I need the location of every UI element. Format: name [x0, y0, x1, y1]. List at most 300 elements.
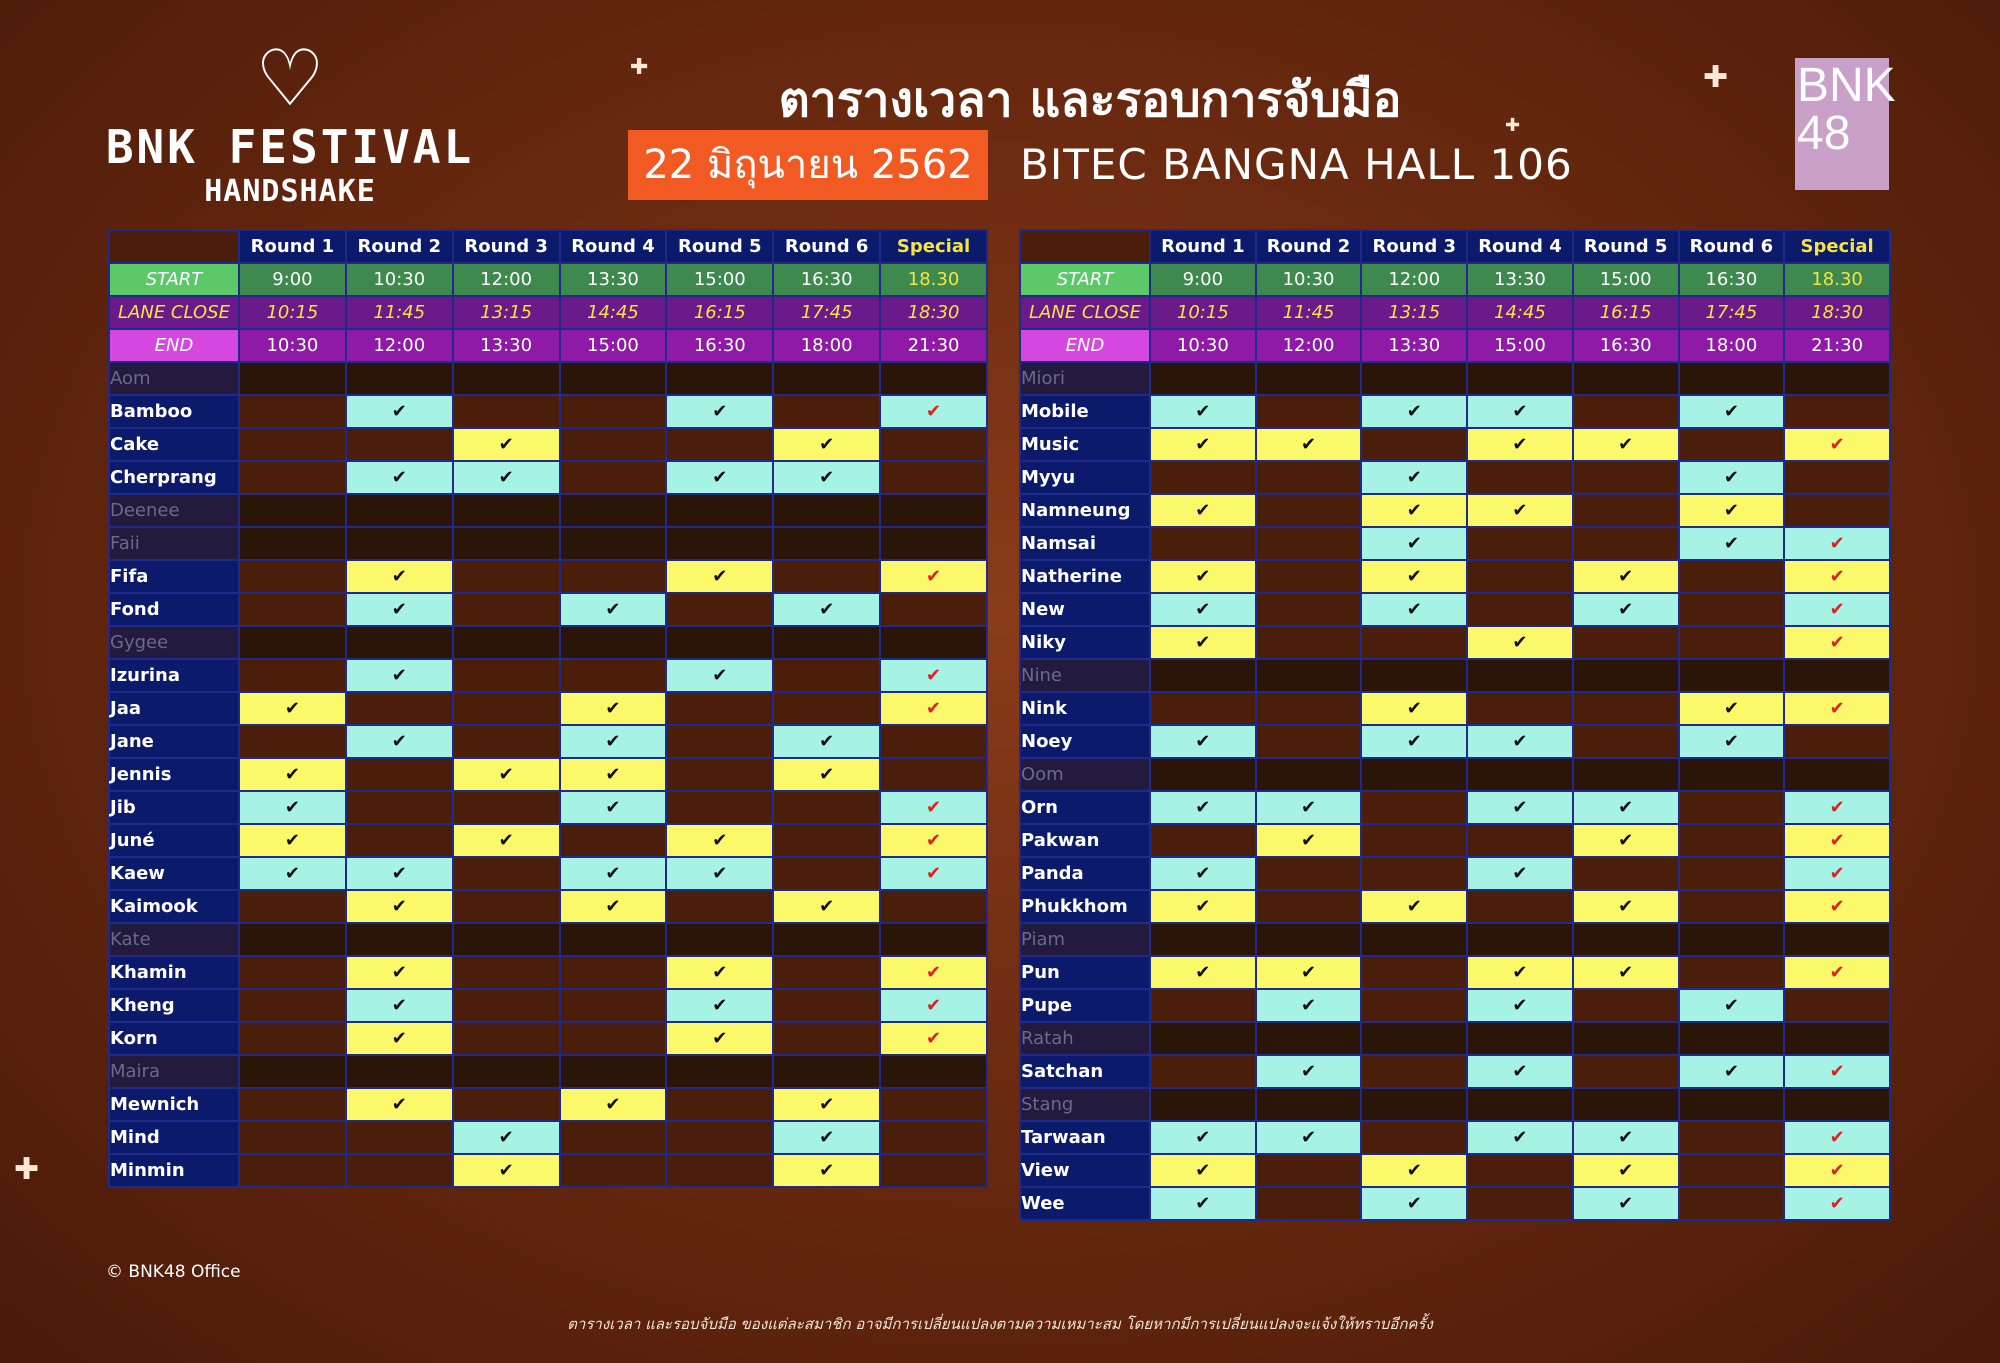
empty-slot — [347, 825, 452, 856]
check-icon: ✔ — [347, 1089, 452, 1120]
empty-slot — [881, 1089, 986, 1120]
member-name: Maira — [110, 1056, 238, 1087]
empty-slot — [1680, 1122, 1784, 1153]
empty-slot — [1574, 363, 1678, 394]
check-icon: ✔ — [774, 1089, 879, 1120]
empty-slot — [1574, 726, 1678, 757]
member-name: Cake — [110, 429, 238, 460]
empty-slot — [1785, 660, 1889, 691]
check-icon: ✔ — [561, 1089, 666, 1120]
empty-slot — [1468, 561, 1572, 592]
check-icon: ✔ — [454, 462, 559, 493]
member-row — [110, 759, 986, 790]
member-row — [110, 396, 986, 427]
member-row — [110, 1155, 986, 1186]
check-icon: ✔ — [561, 693, 666, 724]
time-cell: 10:30 — [1151, 330, 1255, 361]
empty-slot — [1785, 363, 1889, 394]
empty-slot — [240, 561, 345, 592]
member-row — [1021, 528, 1889, 559]
time-cell: 11:45 — [1257, 297, 1361, 328]
member-name: Mewnich — [110, 1089, 238, 1120]
empty-slot — [454, 1056, 559, 1087]
column-header: Special — [881, 231, 986, 262]
member-row — [1021, 726, 1889, 757]
check-icon: ✔ — [1785, 429, 1889, 460]
member-name: Phukkhom — [1021, 891, 1149, 922]
empty-slot — [667, 726, 772, 757]
check-icon: ✔ — [1151, 396, 1255, 427]
festival-logo-title: BNK FESTIVAL — [105, 120, 475, 174]
member-name: Jennis — [110, 759, 238, 790]
check-icon: ✔ — [1785, 825, 1889, 856]
empty-slot — [240, 528, 345, 559]
member-name: Nine — [1021, 660, 1149, 691]
empty-slot — [1680, 363, 1784, 394]
empty-slot — [1468, 1188, 1572, 1219]
member-row — [1021, 1089, 1889, 1120]
empty-slot — [774, 528, 879, 559]
member-name: Deenee — [110, 495, 238, 526]
empty-slot — [774, 1023, 879, 1054]
empty-slot — [347, 429, 452, 460]
member-row — [1021, 396, 1889, 427]
check-icon: ✔ — [1468, 858, 1572, 889]
column-header: Special — [1785, 231, 1889, 262]
empty-slot — [1785, 462, 1889, 493]
check-icon: ✔ — [774, 726, 879, 757]
empty-slot — [1257, 462, 1361, 493]
empty-slot — [561, 627, 666, 658]
empty-slot — [347, 792, 452, 823]
empty-slot — [561, 495, 666, 526]
check-icon: ✔ — [1362, 594, 1466, 625]
empty-slot — [881, 891, 986, 922]
column-header: Round 3 — [454, 231, 559, 262]
empty-slot — [1468, 462, 1572, 493]
check-icon: ✔ — [1151, 891, 1255, 922]
check-icon: ✔ — [1151, 726, 1255, 757]
time-cell: 16:30 — [1574, 330, 1678, 361]
member-row — [1021, 957, 1889, 988]
empty-slot — [1785, 495, 1889, 526]
time-cell: 21:30 — [1785, 330, 1889, 361]
check-icon: ✔ — [1468, 1056, 1572, 1087]
member-name: Juné — [110, 825, 238, 856]
empty-slot — [1468, 528, 1572, 559]
member-row — [110, 1089, 986, 1120]
check-icon: ✔ — [667, 462, 772, 493]
empty-slot — [1257, 627, 1361, 658]
check-icon: ✔ — [1362, 462, 1466, 493]
empty-slot — [240, 594, 345, 625]
empty-slot — [1785, 396, 1889, 427]
empty-slot — [1574, 990, 1678, 1021]
empty-slot — [240, 990, 345, 1021]
empty-slot — [881, 924, 986, 955]
check-icon: ✔ — [667, 990, 772, 1021]
check-icon: ✔ — [1362, 693, 1466, 724]
member-name: Kate — [110, 924, 238, 955]
member-name: Mobile — [1021, 396, 1149, 427]
member-name: Cherprang — [110, 462, 238, 493]
time-cell: 21:30 — [881, 330, 986, 361]
column-header: Round 1 — [240, 231, 345, 262]
check-icon: ✔ — [1785, 957, 1889, 988]
empty-slot — [1362, 1089, 1466, 1120]
empty-slot — [1574, 627, 1678, 658]
time-cell: 14:45 — [561, 297, 666, 328]
check-icon: ✔ — [1151, 1155, 1255, 1186]
check-icon: ✔ — [1362, 528, 1466, 559]
empty-slot — [1680, 1089, 1784, 1120]
member-row — [110, 495, 986, 526]
empty-slot — [1362, 858, 1466, 889]
check-icon: ✔ — [1151, 1122, 1255, 1153]
empty-slot — [454, 1089, 559, 1120]
member-name: Music — [1021, 429, 1149, 460]
empty-slot — [1362, 363, 1466, 394]
time-cell: 10:15 — [240, 297, 345, 328]
member-row — [110, 957, 986, 988]
check-icon: ✔ — [240, 825, 345, 856]
sparkle-icon: ✚ — [14, 1152, 40, 1187]
member-name: Panda — [1021, 858, 1149, 889]
check-icon: ✔ — [1362, 495, 1466, 526]
member-name: Ratah — [1021, 1023, 1149, 1054]
empty-slot — [347, 924, 452, 955]
empty-slot — [454, 1023, 559, 1054]
bnk48-logo-line1: BNK — [1797, 59, 1896, 112]
member-row — [110, 1023, 986, 1054]
empty-slot — [667, 363, 772, 394]
empty-slot — [1257, 891, 1361, 922]
member-row — [1021, 1023, 1889, 1054]
check-icon: ✔ — [347, 396, 452, 427]
empty-slot — [1151, 660, 1255, 691]
empty-slot — [1574, 858, 1678, 889]
member-row — [110, 792, 986, 823]
empty-slot — [1151, 363, 1255, 394]
member-name: Minmin — [110, 1155, 238, 1186]
empty-slot — [881, 429, 986, 460]
column-header: Round 1 — [1151, 231, 1255, 262]
check-icon: ✔ — [1468, 396, 1572, 427]
column-header: Round 3 — [1362, 231, 1466, 262]
check-icon: ✔ — [1468, 726, 1572, 757]
empty-slot — [1574, 462, 1678, 493]
empty-slot — [1680, 1155, 1784, 1186]
check-icon: ✔ — [667, 825, 772, 856]
check-icon: ✔ — [1785, 1155, 1889, 1186]
start-row — [1021, 264, 1889, 295]
column-header: Round 4 — [561, 231, 666, 262]
check-icon: ✔ — [774, 462, 879, 493]
check-icon: ✔ — [1680, 726, 1784, 757]
check-icon: ✔ — [1785, 1188, 1889, 1219]
row-label: START — [1021, 264, 1149, 295]
empty-slot — [881, 363, 986, 394]
empty-slot — [454, 561, 559, 592]
member-name: Jaa — [110, 693, 238, 724]
check-icon: ✔ — [881, 693, 986, 724]
end-row — [110, 330, 986, 361]
time-cell: 9:00 — [240, 264, 345, 295]
corner-cell — [1021, 231, 1149, 262]
empty-slot — [561, 1056, 666, 1087]
member-row — [110, 825, 986, 856]
time-cell: 18:30 — [881, 297, 986, 328]
check-icon: ✔ — [1468, 627, 1572, 658]
empty-slot — [347, 693, 452, 724]
member-row — [1021, 759, 1889, 790]
check-icon: ✔ — [1785, 693, 1889, 724]
member-row — [1021, 1155, 1889, 1186]
check-icon: ✔ — [1785, 891, 1889, 922]
empty-slot — [881, 594, 986, 625]
event-venue: BITEC BANGNA HALL 106 — [1020, 140, 1573, 189]
empty-slot — [667, 1089, 772, 1120]
empty-slot — [1257, 726, 1361, 757]
check-icon: ✔ — [1151, 594, 1255, 625]
empty-slot — [347, 363, 452, 394]
empty-slot — [774, 792, 879, 823]
empty-slot — [1362, 990, 1466, 1021]
empty-slot — [667, 1155, 772, 1186]
time-cell: 15:00 — [561, 330, 666, 361]
member-name: Izurina — [110, 660, 238, 691]
check-icon: ✔ — [1574, 1122, 1678, 1153]
sparkle-icon: ✚ — [1505, 115, 1521, 136]
empty-slot — [347, 627, 452, 658]
empty-slot — [240, 495, 345, 526]
check-icon: ✔ — [1680, 462, 1784, 493]
empty-slot — [774, 396, 879, 427]
check-icon: ✔ — [1785, 1056, 1889, 1087]
empty-slot — [561, 1023, 666, 1054]
empty-slot — [1362, 1122, 1466, 1153]
empty-slot — [881, 462, 986, 493]
empty-slot — [667, 594, 772, 625]
page-title: ตารางเวลา และรอบการจับมือ — [778, 72, 1402, 128]
empty-slot — [561, 1122, 666, 1153]
member-name: Natherine — [1021, 561, 1149, 592]
check-icon: ✔ — [347, 594, 452, 625]
member-row — [110, 429, 986, 460]
check-icon: ✔ — [1362, 1155, 1466, 1186]
check-icon: ✔ — [1257, 429, 1361, 460]
member-row — [1021, 627, 1889, 658]
empty-slot — [1785, 1089, 1889, 1120]
check-icon: ✔ — [1468, 990, 1572, 1021]
empty-slot — [347, 528, 452, 559]
empty-slot — [561, 924, 666, 955]
empty-slot — [347, 495, 452, 526]
time-cell: 13:30 — [1362, 330, 1466, 361]
check-icon: ✔ — [347, 726, 452, 757]
check-icon: ✔ — [347, 660, 452, 691]
check-icon: ✔ — [1574, 594, 1678, 625]
empty-slot — [881, 495, 986, 526]
empty-slot — [774, 825, 879, 856]
empty-slot — [561, 462, 666, 493]
check-icon: ✔ — [881, 957, 986, 988]
empty-slot — [1680, 759, 1784, 790]
empty-slot — [667, 528, 772, 559]
member-row — [1021, 693, 1889, 724]
empty-slot — [1362, 924, 1466, 955]
empty-slot — [1468, 594, 1572, 625]
empty-slot — [1680, 561, 1784, 592]
member-name: Miori — [1021, 363, 1149, 394]
empty-slot — [240, 660, 345, 691]
row-label: LANE CLOSE — [110, 297, 238, 328]
member-name: Pakwan — [1021, 825, 1149, 856]
empty-slot — [1574, 660, 1678, 691]
time-cell: 16:15 — [1574, 297, 1678, 328]
check-icon: ✔ — [1257, 825, 1361, 856]
check-icon: ✔ — [774, 429, 879, 460]
empty-slot — [454, 396, 559, 427]
empty-slot — [1680, 660, 1784, 691]
member-name: Piam — [1021, 924, 1149, 955]
empty-slot — [1680, 594, 1784, 625]
time-cell: 16:30 — [774, 264, 879, 295]
footnote-text: ตารางเวลา และรอบจับมือ ของแต่ละสมาชิก อาจมีการเปลี่ยนแปลงตามความเหมาะสม โดยหากมีการเปลี่ยนแปลงจะแจ้งให้ทราบอีกครั้ง — [567, 1315, 1433, 1333]
check-icon: ✔ — [1785, 528, 1889, 559]
header-row — [110, 231, 986, 262]
check-icon: ✔ — [1680, 1056, 1784, 1087]
check-icon: ✔ — [240, 693, 345, 724]
member-row — [110, 891, 986, 922]
check-icon: ✔ — [454, 1122, 559, 1153]
empty-slot — [454, 990, 559, 1021]
empty-slot — [454, 594, 559, 625]
empty-slot — [454, 363, 559, 394]
member-name: Korn — [110, 1023, 238, 1054]
member-name: Jane — [110, 726, 238, 757]
check-icon: ✔ — [1468, 792, 1572, 823]
empty-slot — [1680, 891, 1784, 922]
check-icon: ✔ — [1151, 627, 1255, 658]
check-icon: ✔ — [881, 660, 986, 691]
empty-slot — [1257, 528, 1361, 559]
check-icon: ✔ — [1574, 1155, 1678, 1186]
empty-slot — [347, 1155, 452, 1186]
empty-slot — [881, 726, 986, 757]
column-header: Round 5 — [1574, 231, 1678, 262]
check-icon: ✔ — [881, 792, 986, 823]
check-icon: ✔ — [1785, 1122, 1889, 1153]
check-icon: ✔ — [1257, 957, 1361, 988]
empty-slot — [1468, 1089, 1572, 1120]
empty-slot — [774, 495, 879, 526]
member-name: Kaimook — [110, 891, 238, 922]
member-row — [1021, 363, 1889, 394]
empty-slot — [1468, 693, 1572, 724]
column-header: Round 5 — [667, 231, 772, 262]
empty-slot — [240, 462, 345, 493]
schedule-table-right — [1019, 229, 1891, 1221]
check-icon: ✔ — [1680, 396, 1784, 427]
empty-slot — [561, 561, 666, 592]
check-icon: ✔ — [561, 726, 666, 757]
member-name: Mind — [110, 1122, 238, 1153]
time-cell: 16:30 — [1680, 264, 1784, 295]
time-cell: 10:30 — [240, 330, 345, 361]
empty-slot — [667, 627, 772, 658]
empty-slot — [774, 660, 879, 691]
empty-slot — [1151, 924, 1255, 955]
empty-slot — [667, 693, 772, 724]
time-cell: 12:00 — [1257, 330, 1361, 361]
check-icon: ✔ — [1680, 528, 1784, 559]
empty-slot — [1574, 924, 1678, 955]
festival-logo-subtitle: HANDSHAKE — [204, 174, 376, 209]
check-icon: ✔ — [774, 759, 879, 790]
member-name: Gygee — [110, 627, 238, 658]
time-cell: 10:30 — [1257, 264, 1361, 295]
empty-slot — [1680, 825, 1784, 856]
member-name: Fifa — [110, 561, 238, 592]
handshake-heart-icon: ♡ — [255, 34, 325, 124]
check-icon: ✔ — [240, 759, 345, 790]
column-header: Round 2 — [347, 231, 452, 262]
check-icon: ✔ — [240, 858, 345, 889]
time-cell: 18.30 — [881, 264, 986, 295]
column-header: Round 6 — [774, 231, 879, 262]
member-row — [110, 528, 986, 559]
empty-slot — [1574, 693, 1678, 724]
check-icon: ✔ — [561, 594, 666, 625]
start-row — [110, 264, 986, 295]
check-icon: ✔ — [347, 891, 452, 922]
empty-slot — [1362, 957, 1466, 988]
check-icon: ✔ — [1574, 561, 1678, 592]
time-cell: 13:30 — [561, 264, 666, 295]
time-cell: 11:45 — [347, 297, 452, 328]
empty-slot — [1680, 1023, 1784, 1054]
check-icon: ✔ — [240, 792, 345, 823]
time-cell: 13:15 — [1362, 297, 1466, 328]
check-icon: ✔ — [454, 429, 559, 460]
check-icon: ✔ — [1151, 792, 1255, 823]
empty-slot — [1151, 1056, 1255, 1087]
check-icon: ✔ — [667, 858, 772, 889]
sparkle-icon: ✚ — [1703, 60, 1729, 95]
empty-slot — [1574, 1023, 1678, 1054]
empty-slot — [667, 429, 772, 460]
time-cell: 18:00 — [774, 330, 879, 361]
empty-slot — [454, 726, 559, 757]
column-header: Round 2 — [1257, 231, 1361, 262]
lane-close-row — [1021, 297, 1889, 328]
check-icon: ✔ — [1574, 891, 1678, 922]
empty-slot — [454, 792, 559, 823]
empty-slot — [454, 924, 559, 955]
empty-slot — [667, 1122, 772, 1153]
time-cell: 15:00 — [1468, 330, 1572, 361]
member-name: Aom — [110, 363, 238, 394]
check-icon: ✔ — [667, 396, 772, 427]
check-icon: ✔ — [1151, 429, 1255, 460]
corner-cell — [110, 231, 238, 262]
check-icon: ✔ — [1257, 1056, 1361, 1087]
empty-slot — [1785, 726, 1889, 757]
check-icon: ✔ — [1362, 396, 1466, 427]
empty-slot — [1574, 1089, 1678, 1120]
check-icon: ✔ — [347, 462, 452, 493]
